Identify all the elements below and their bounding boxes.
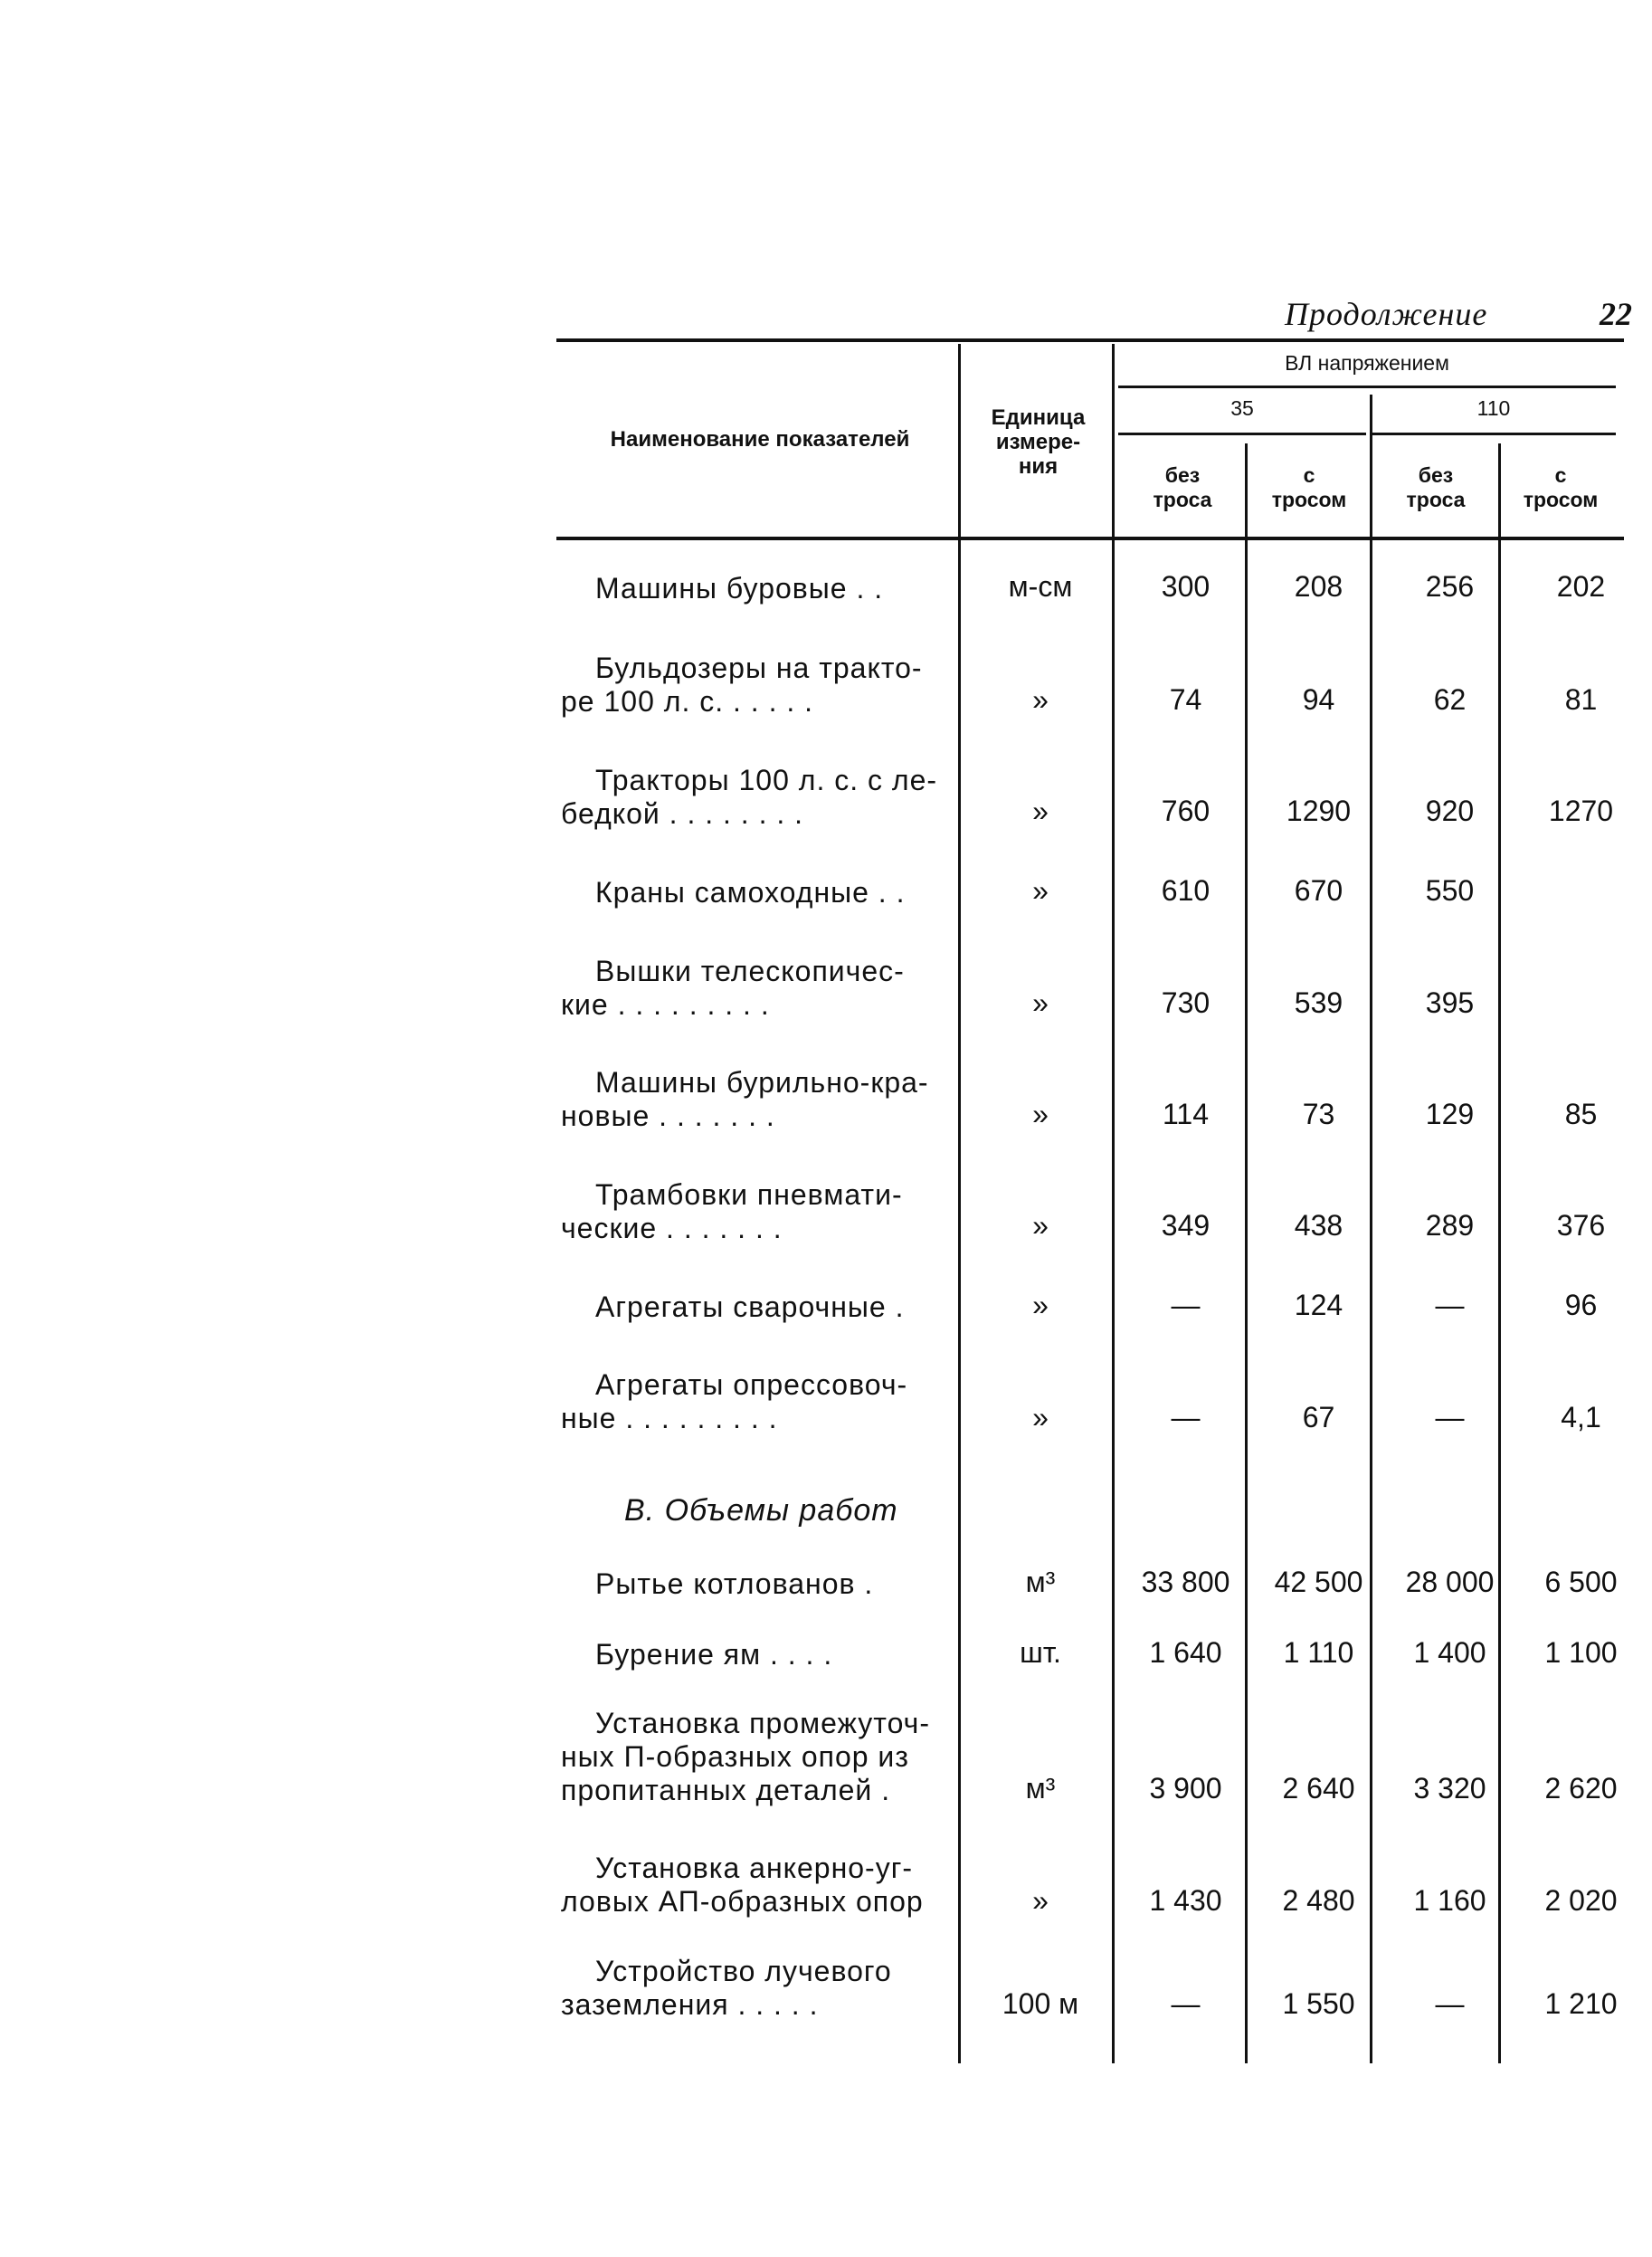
- header-bottom-rule: [556, 537, 1624, 540]
- row-unit: »: [1032, 986, 1049, 1019]
- header-sub-col4: [1502, 463, 1619, 512]
- row-unit: »: [1032, 1401, 1049, 1433]
- table-cell: 208: [1294, 570, 1343, 603]
- table-row-name: [561, 1178, 959, 1245]
- row-name-line: новые . . . . . . .: [561, 1100, 775, 1132]
- row-name-line: ные . . . . . . . . .: [561, 1402, 778, 1434]
- row-name-line: Краны самоходные . .: [595, 876, 906, 909]
- table-cell: 1 430: [1149, 1884, 1222, 1917]
- row-name-line: Вышки телескопичес-: [595, 955, 905, 987]
- table-cell: 1290: [1286, 795, 1352, 827]
- table-row-name: [561, 1368, 959, 1435]
- row-unit: м-см: [1008, 570, 1073, 603]
- row-name-line: Установка промежуточ-: [595, 1707, 930, 1739]
- row-unit: »: [1032, 795, 1049, 827]
- table-row-name: [561, 572, 959, 605]
- header-sub-col1: [1120, 463, 1245, 512]
- table-cell: 670: [1294, 874, 1343, 907]
- table-cell: 96: [1564, 1289, 1598, 1321]
- table-cell: 289: [1425, 1209, 1475, 1242]
- header-sub-col2-line2: тросом: [1271, 488, 1347, 511]
- table-cell: 610: [1161, 874, 1211, 907]
- header-sub-col3: [1373, 463, 1498, 512]
- header-sub-col1-line1: без: [1164, 463, 1201, 487]
- row-unit: »: [1032, 1098, 1049, 1130]
- table-cell: 81: [1564, 683, 1598, 716]
- row-name-line: пропитанных деталей .: [561, 1774, 891, 1806]
- row-unit: м³: [1025, 1566, 1056, 1598]
- row-name-line: Агрегаты опрессовоч-: [595, 1368, 908, 1401]
- table-cell: —: [1435, 1289, 1465, 1321]
- table-cell: 85: [1564, 1098, 1598, 1130]
- row-unit: »: [1032, 1209, 1049, 1242]
- table-cell: 1 400: [1413, 1636, 1486, 1669]
- row-name-line: ческие . . . . . . .: [561, 1212, 783, 1244]
- row-unit: 100 м: [1002, 1987, 1079, 2020]
- header-voltage-110: 110: [1476, 396, 1511, 420]
- table-cell: 114: [1162, 1098, 1209, 1130]
- header-sub-col4-line1: с: [1554, 463, 1567, 487]
- table-cell: 6 500: [1544, 1566, 1618, 1598]
- row-unit: шт.: [1020, 1636, 1061, 1669]
- table-cell: 760: [1161, 795, 1211, 827]
- table-cell: 300: [1161, 570, 1211, 603]
- table-cell: —: [1171, 1987, 1201, 2020]
- table-row-name: [561, 876, 959, 909]
- table-row-name: [561, 1707, 959, 1807]
- row-name-line: Машины бурильно-кра-: [595, 1066, 929, 1099]
- table-cell: 94: [1302, 683, 1335, 716]
- table-cell: 42 500: [1274, 1566, 1363, 1598]
- row-name-line: ных П-образных опор из: [561, 1740, 909, 1773]
- table-row-name: [561, 764, 959, 831]
- header-name-column: Наименование показателей: [610, 427, 910, 452]
- continuation-label: Продолжение: [1285, 296, 1488, 332]
- page-number: 22: [1600, 296, 1632, 332]
- table-row-name: [561, 1567, 959, 1601]
- table-cell: 376: [1556, 1209, 1606, 1242]
- table-row-name: [561, 1852, 959, 1919]
- table-row-name: [561, 1955, 959, 2022]
- table-cell: 1270: [1548, 795, 1614, 827]
- table-cell: 1 550: [1282, 1987, 1355, 2020]
- table-cell: 4,1: [1561, 1401, 1601, 1433]
- row-name-line: Трамбовки пневмати-: [595, 1178, 903, 1211]
- table-cell: —: [1171, 1401, 1201, 1433]
- row-name-line: заземления . . . . .: [561, 1988, 819, 2021]
- row-unit: »: [1032, 683, 1049, 716]
- table-cell: 124: [1294, 1289, 1343, 1321]
- table-cell: 1 210: [1544, 1987, 1618, 2020]
- table-cell: 550: [1425, 874, 1475, 907]
- table-cell: 3 320: [1413, 1772, 1486, 1805]
- table-cell: 73: [1302, 1098, 1335, 1130]
- table-cell: 2 640: [1282, 1772, 1355, 1805]
- table-row-name: [561, 1066, 959, 1133]
- table-cell: 1 110: [1283, 1636, 1354, 1669]
- row-unit: м³: [1025, 1772, 1056, 1805]
- table-row-name: [561, 955, 959, 1022]
- section-heading: В. Объемы работ: [624, 1493, 898, 1528]
- voltage-rule-35: [1118, 433, 1366, 435]
- header-sub-col4-line2: тросом: [1523, 488, 1599, 511]
- table-cell: 33 800: [1141, 1566, 1230, 1598]
- table-cell: 395: [1425, 986, 1475, 1019]
- table-cell: 730: [1161, 986, 1211, 1019]
- table-cell: —: [1435, 1987, 1465, 2020]
- group-rule: [1118, 386, 1616, 388]
- row-name-line: Рытье котлованов .: [595, 1567, 874, 1600]
- table-cell: 2 620: [1544, 1772, 1618, 1805]
- table-cell: 256: [1425, 570, 1475, 603]
- table-row-name: [561, 652, 959, 719]
- table-cell: 129: [1425, 1098, 1475, 1130]
- table-cell: 2 020: [1544, 1884, 1618, 1917]
- table-row-name: [561, 1290, 959, 1324]
- table-cell: 62: [1433, 683, 1467, 716]
- row-name-line: Тракторы 100 л. с. с ле-: [595, 764, 938, 796]
- header-sub-col2: [1248, 463, 1370, 512]
- row-unit: »: [1032, 874, 1049, 907]
- table-cell: —: [1435, 1401, 1465, 1433]
- table-cell: 438: [1294, 1209, 1343, 1242]
- row-name-line: Машины буровые . .: [595, 572, 884, 605]
- row-name-line: Бульдозеры на тракто-: [595, 652, 923, 684]
- table-cell: 67: [1302, 1401, 1335, 1433]
- row-unit: »: [1032, 1289, 1049, 1321]
- header-unit-column: Единица измере-ния: [991, 405, 1086, 479]
- header-sub-col2-line1: с: [1303, 463, 1315, 487]
- table-cell: 539: [1294, 986, 1343, 1019]
- header-sub-col1-line2: троса: [1153, 488, 1212, 511]
- table-cell: 1 160: [1413, 1884, 1486, 1917]
- table-top-rule: [556, 338, 1624, 342]
- header-voltage-35: 35: [1230, 396, 1254, 420]
- header-voltage-group: ВЛ напряжением: [1285, 351, 1449, 375]
- row-name-line: Устройство лучевого: [595, 1955, 892, 1987]
- table-cell: 2 480: [1282, 1884, 1355, 1917]
- table-cell: 1 640: [1149, 1636, 1222, 1669]
- row-unit: »: [1032, 1884, 1049, 1917]
- row-name-line: Установка анкерно-уг-: [595, 1852, 914, 1884]
- row-name-line: кие . . . . . . . . .: [561, 988, 770, 1021]
- row-name-line: ре 100 л. с. . . . . .: [561, 685, 814, 718]
- row-name-line: ловых АП-образных опор: [561, 1885, 924, 1918]
- table-cell: 74: [1169, 683, 1202, 716]
- voltage-rule-110: [1372, 433, 1616, 435]
- table-row-name: [561, 1638, 959, 1671]
- row-name-line: Агрегаты сварочные .: [595, 1290, 905, 1323]
- table-cell: 3 900: [1149, 1772, 1222, 1805]
- table-cell: 920: [1425, 795, 1475, 827]
- row-name-line: Бурение ям . . . .: [595, 1638, 833, 1671]
- table-cell: 28 000: [1405, 1566, 1495, 1598]
- row-name-line: бедкой . . . . . . . .: [561, 797, 804, 830]
- table-cell: —: [1171, 1289, 1201, 1321]
- table-cell: 349: [1161, 1209, 1211, 1242]
- table-cell: 1 100: [1544, 1636, 1618, 1669]
- header-sub-col3-line2: троса: [1406, 488, 1466, 511]
- table-cell: 202: [1556, 570, 1606, 603]
- header-sub-col3-line1: без: [1418, 463, 1454, 487]
